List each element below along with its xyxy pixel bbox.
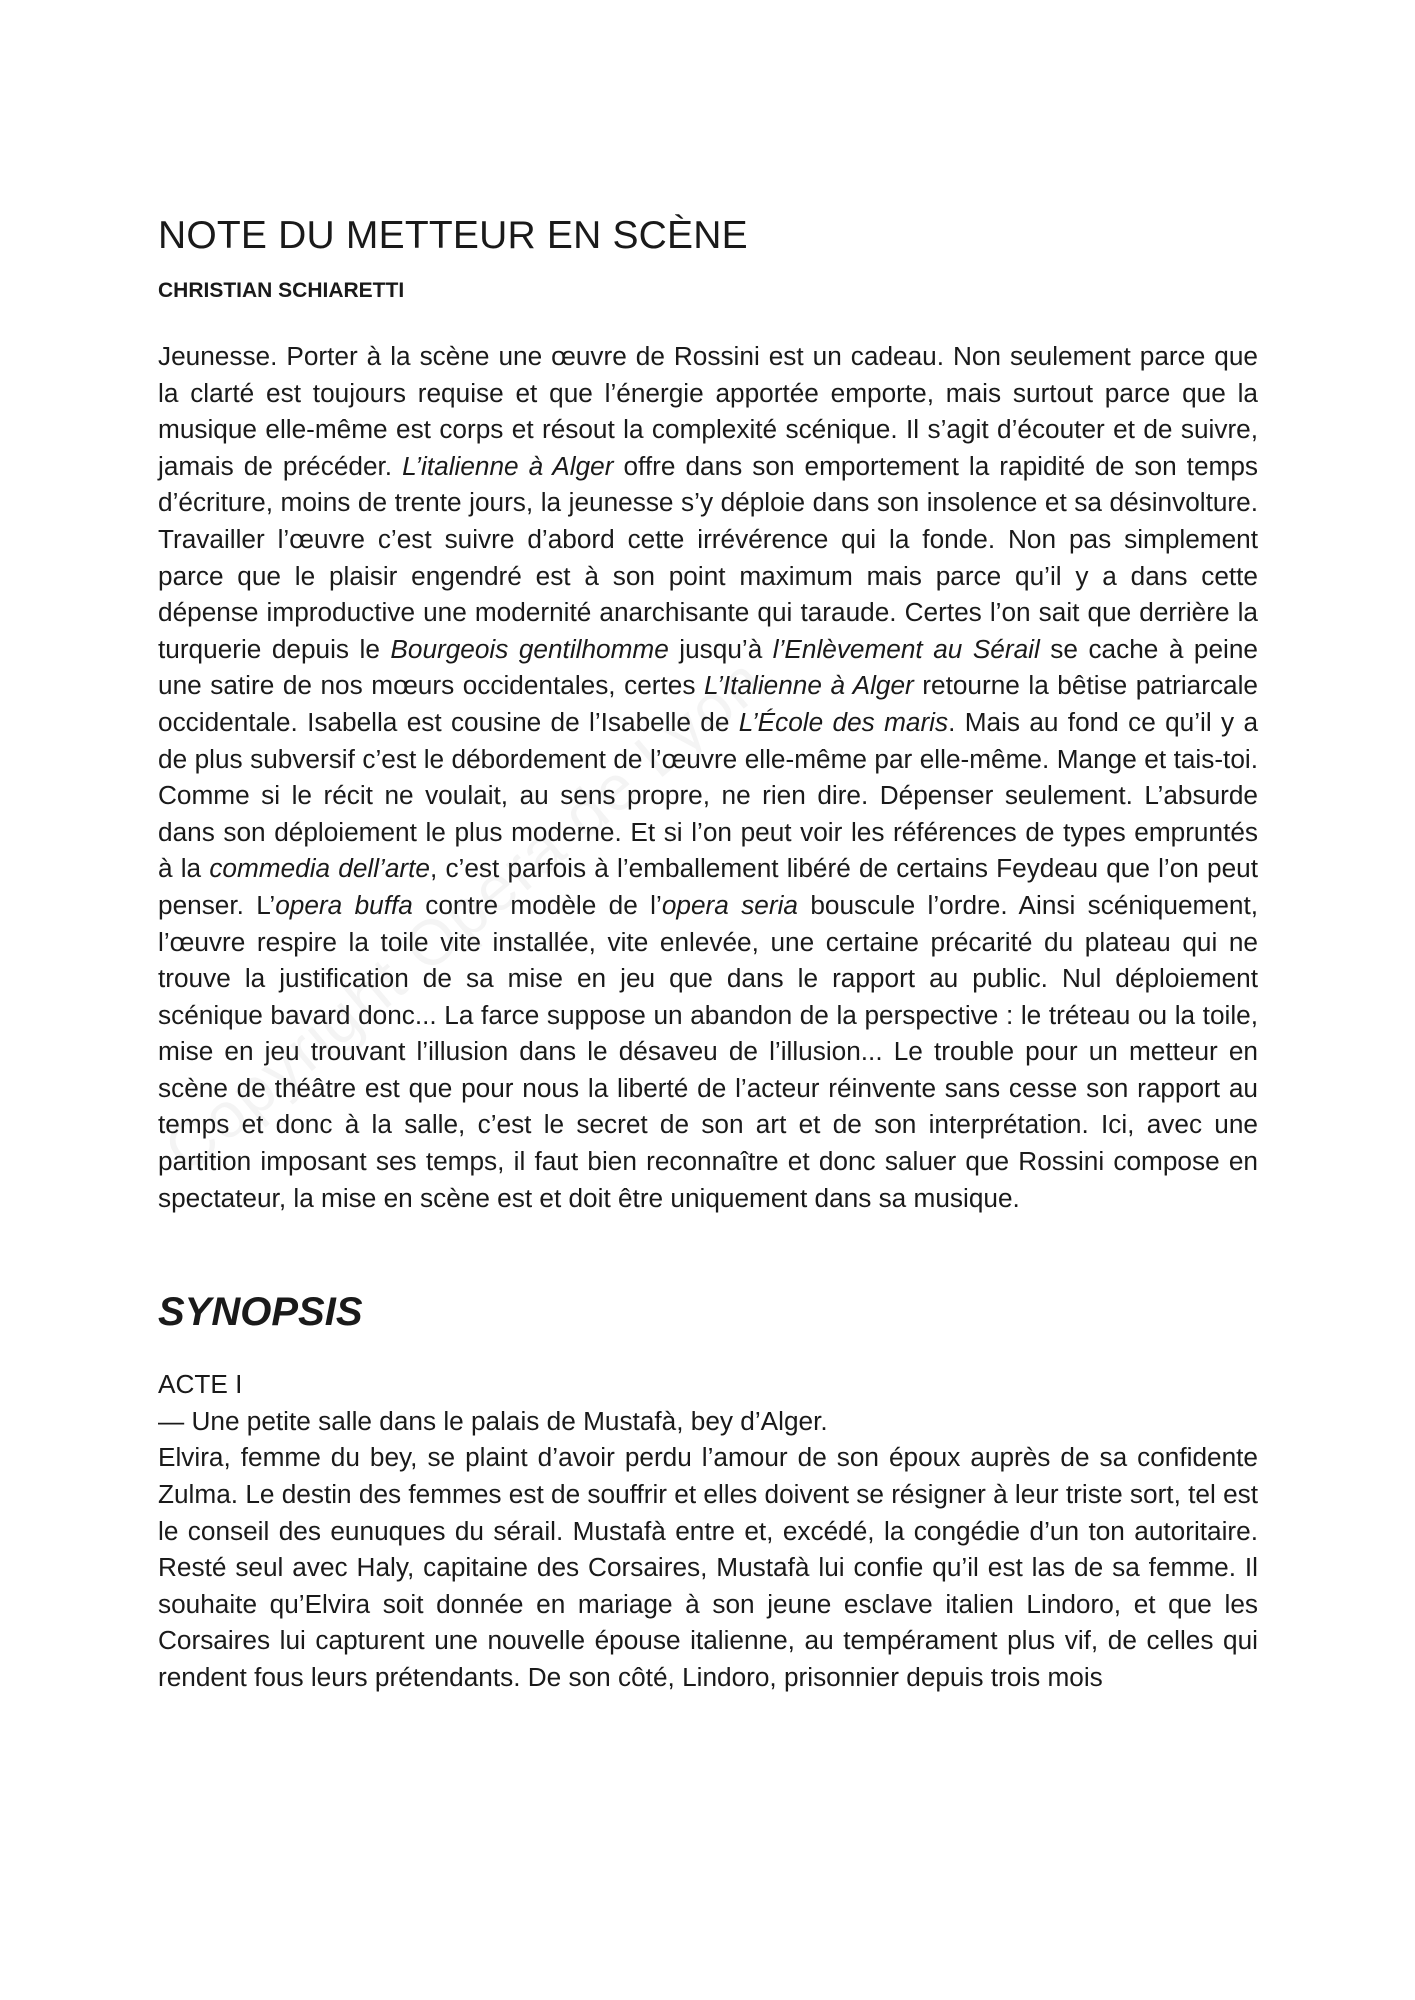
note-text-3: jusqu’à bbox=[668, 633, 773, 664]
act-label: ACTE I bbox=[158, 1369, 243, 1400]
note-italic-4: L’Italienne à Alger bbox=[703, 670, 914, 701]
note-text-7: , c’est parfois à l’emballement libéré de certains Feydeau que l’on peut penser. L’ bbox=[158, 853, 1259, 920]
note-italic-2: Bourgeois gentilhomme bbox=[390, 633, 669, 664]
note-italic-6: commedia dell’arte bbox=[209, 853, 430, 884]
note-author: CHRISTIAN SCHIARETTI bbox=[158, 279, 405, 302]
note-text-9: bouscule l’ordre. Ainsi scéniquement, l’œuvre respire la toile vite installée, vite enlevée, une certaine précarité du plateau qui ne trouve la justification de sa mise en jeu que dans le rapport au public. Nul déploiement scénique bavard donc... La farce suppose un abandon de la perspective : le tréteau ou la toile, mise en jeu trouvant l’illusion dans le désaveu de l’illusion... Le trouble pour un metteur en scène de théâtre est que pour nous la liberté de l’acteur réinvente sans cesse son rapport au temps et donc à la salle, c’est le secret de son art et de son interprétation. Ici, avec une partition imposant ses temps, il faut bien reconnaître et donc saluer que Rossini compose en spectateur, la mise en scène est et doit être uniquement dans sa musique. bbox=[158, 889, 1258, 1213]
note-body bbox=[158, 338, 1258, 1216]
note-italic-3: l’Enlèvement au Sérail bbox=[772, 633, 1040, 664]
note-text-1: Jeunesse. Porter à la scène une œuvre de Rossini est un cadeau. Non seulement parce que la clarté est toujours requise et que l’énergie apportée emporte, mais surtout parce que la musique elle-même est corps et résout la complexité scénique. Il s’agit d’écouter et de suivre, jamais de précéder. bbox=[158, 341, 1258, 481]
note-italic-5: L’École des maris bbox=[738, 706, 949, 737]
scene-description: — Une petite salle dans le palais de Mustafà, bey d’Alger. bbox=[158, 1405, 828, 1436]
note-text-8: contre modèle de l’ bbox=[412, 889, 662, 920]
synopsis-title: SYNOPSIS bbox=[158, 1290, 363, 1335]
note-italic-7: opera buffa bbox=[275, 889, 413, 920]
note-italic-1: L’italienne à Alger bbox=[402, 450, 614, 481]
note-title: NOTE DU METTEUR EN SCÈNE bbox=[158, 214, 748, 257]
note-text-5: retourne la bêtise patriarcale occidentale. Isabella est cousine de l’Isabelle de bbox=[158, 670, 1258, 737]
note-text-6: . Mais au fond ce qu’il y a de plus subversif c’est le débordement de l’œuvre elle-même par elle-même. Mange et tais-toi. Comme si le récit ne voulait, au sens propre, ne rien dire. Dépenser seulement. L’absurde dans son déploiement le plus moderne. Et si l’on peut voir les références de types empruntés à la bbox=[158, 706, 1259, 884]
synopsis-body: Elvira, femme du bey, se plaint d’avoir perdu l’amour de son époux auprès de sa confidente Zulma. Le destin des femmes est de souffrir et elles doivent se résigner à leur triste sort, tel est le conseil des eunuques du sérail. Mustafà entre et, excédé, la congédie d’un ton autoritaire. Resté seul avec Haly, capitaine des Corsaires, Mustafà lui confie qu’il est las de sa femme. Il souhaite qu’Elvira soit donnée en mariage à son jeune esclave italien Lindoro, et que les Corsaires lui capturent une nouvelle épouse italienne, au tempérament plus vif, de celles qui rendent fous leurs prétendants. De son côté, Lindoro, prisonnier depuis trois mois bbox=[158, 1442, 1258, 1692]
note-text-2: offre dans son emportement la rapidité de son temps d’écriture, moins de trente jours, la jeunesse s’y déploie dans son insolence et sa désinvolture. Travailler l’œuvre c’est suivre d’abord cette irrévérence qui la fonde. Non pas simplement parce que le plaisir engendré est à son point maximum mais parce qu’il y a dans cette dépense improductive une modernité anarchisante qui taraude. Certes l’on sait que derrière la turquerie depuis le bbox=[158, 450, 1258, 664]
note-italic-8: opera seria bbox=[661, 889, 798, 920]
page-content bbox=[158, 212, 1258, 1696]
note-text-4: se cache à peine une satire de nos mœurs occidentales, certes bbox=[158, 633, 1258, 701]
